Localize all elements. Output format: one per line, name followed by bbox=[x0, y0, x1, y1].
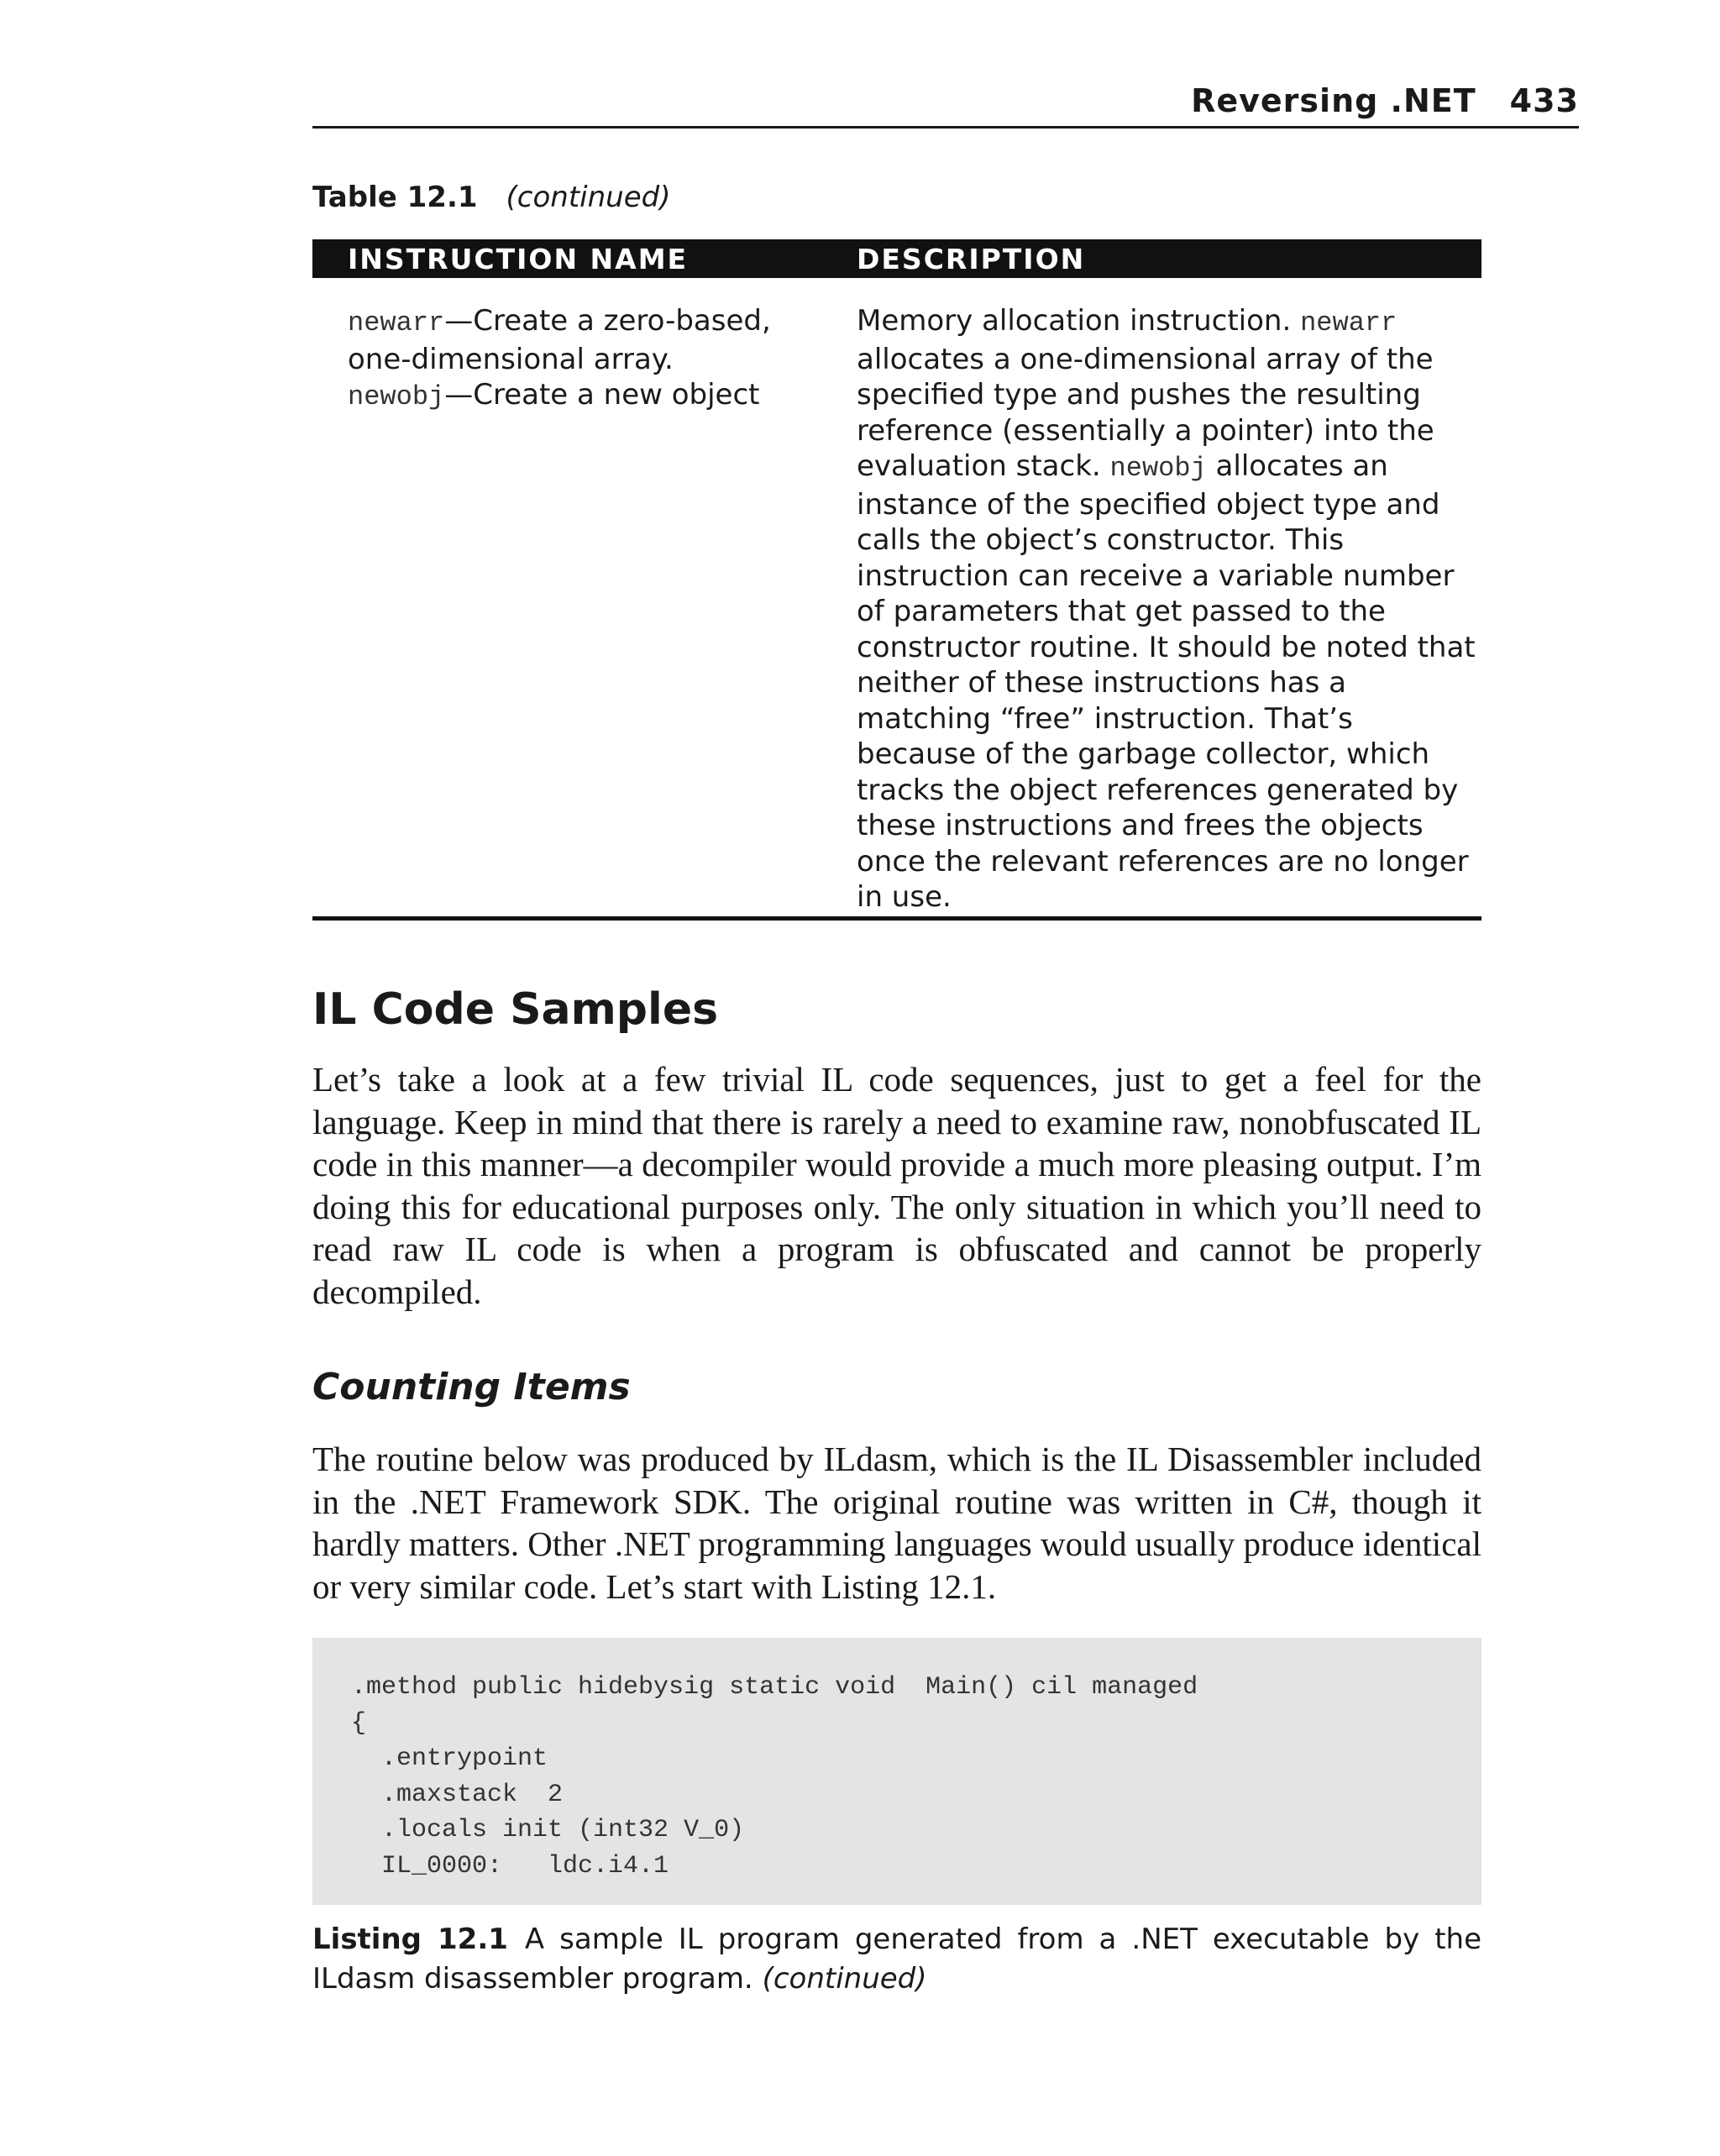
description-cell bbox=[857, 303, 1478, 915]
ildasm-paragraph: The routine below was produced by ILdasm, which is the IL Disassembler included in the .NET Framework SDK. The original routine was written in C#, though it hardly matters. Other .NET programming languages would usually produce identical or very similar code. Let’s start with Listing 12.1. bbox=[312, 1440, 1481, 1606]
table-caption-continued: (continued) bbox=[506, 181, 671, 214]
code-listing-text: .method public hidebysig static void Main() cil managed { .entrypoint .maxstack 2 .locals init (int32 V_0) IL_0000: ldc.i4.1 bbox=[351, 1673, 1198, 1881]
instruction-table bbox=[312, 239, 1481, 921]
instruction-name-cell bbox=[348, 303, 818, 416]
section-heading: IL Code Samples bbox=[312, 984, 719, 1035]
running-header bbox=[312, 82, 1579, 129]
table-row bbox=[312, 278, 1481, 921]
description-code: newobj bbox=[1109, 453, 1207, 484]
listing-caption bbox=[312, 1920, 1481, 1999]
table-caption bbox=[312, 181, 670, 214]
table-header-row bbox=[312, 239, 1481, 278]
table-caption-number: Table 12.1 bbox=[312, 181, 478, 214]
code-listing bbox=[312, 1638, 1481, 1905]
listing-caption-number: Listing 12.1 bbox=[312, 1923, 508, 1956]
running-header-title: Reversing .NET bbox=[1191, 82, 1476, 119]
instruction-code: newobj bbox=[348, 381, 445, 412]
column-header-instruction-name: INSTRUCTION NAME bbox=[348, 243, 689, 275]
page-number: 433 bbox=[1509, 82, 1579, 119]
intro-paragraph: Let’s take a look at a few trivial IL code sequences, just to get a feel for the language. Keep in mind that there is rarely a need to examine raw, nonobfuscated IL code in this manner—a decompiler would provide a much more pleasing output. I’m doing this for educational purposes only. The only situation in which you’ll need to read raw IL code is when a program is obfuscated and cannot be properly decompiled. bbox=[312, 1060, 1481, 1311]
description-code: newarr bbox=[1300, 307, 1398, 338]
listing-caption-continued: (continued) bbox=[762, 1962, 927, 1996]
listing-caption-text: A sample IL program generated from a .NET executable by the ILdasm disassembler program. bbox=[312, 1923, 1482, 1996]
description-text: Memory allocation instruction. bbox=[857, 304, 1301, 338]
description-text: allocates a one-dimensional array of the specified type and pushes the resulting reference (essentially a pointer) into the evaluation stack. bbox=[857, 342, 1434, 483]
description-text: allocates an instance of the specified object type and calls the object’s constructor. This instruction can receive a variable number of parameters that get passed to the constructor routine. It should be noted that neither of these instructions has a matching “free” instruction. That’s because of the garbage collector, which tracks the object references generated by these instructions and frees the objects once the relevant references are no longer in use. bbox=[857, 449, 1476, 914]
instruction-summary: —Create a zero-based, one-dimensional array. bbox=[348, 304, 771, 376]
column-header-description: DESCRIPTION bbox=[857, 243, 1086, 275]
instruction-summary: —Create a new object bbox=[444, 378, 760, 412]
subsection-heading: Counting Items bbox=[312, 1366, 631, 1408]
instruction-code: newarr bbox=[348, 307, 445, 338]
